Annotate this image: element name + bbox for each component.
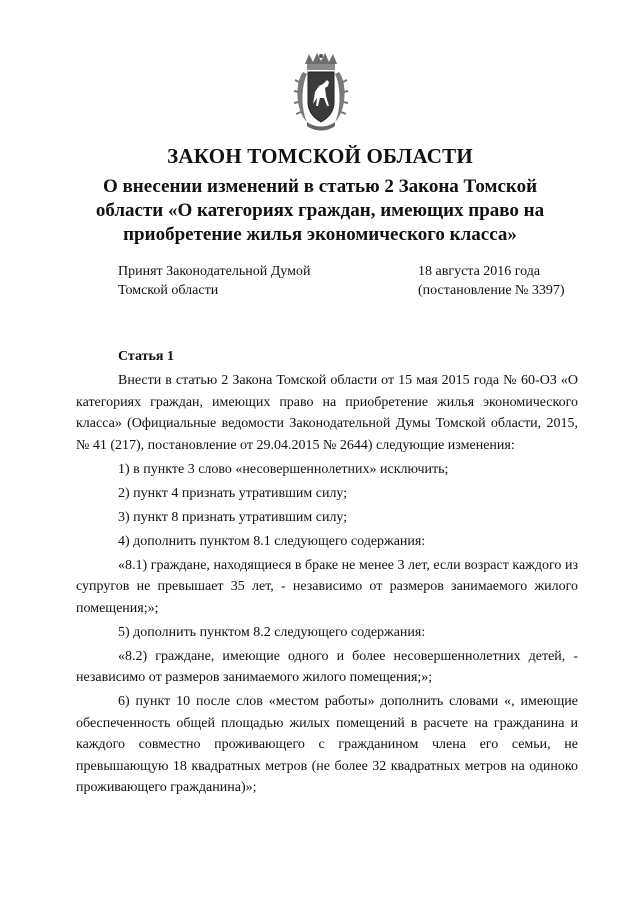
article-item: 6) пункт 10 после слов «местом работы» дополнить словами «, имеющие обеспеченность общей площадью жилых помещений в расчете на гражданина и каждого совместно проживающего с гражданином члена его семьи, не превышающую 18 квадратных метров (не более 32 квадратных метров на одиноко проживающего гражданина)»;: [76, 694, 578, 795]
article-item: 5) дополнить пунктом 8.2 следующего содержания:: [118, 624, 426, 640]
law-subtitle: [60, 175, 580, 247]
article-title: Статья 1: [118, 349, 174, 364]
article-paragraph: Внести в статью 2 Закона Томской области от 15 мая 2015 года № 60-ОЗ «О категориях граждан, имеющих право на приобретение жилья экономического класса» (Официальные ведомости Законодательной Думы Томской области, 2015, № 41 (217), постановление от 29.04.2015 № 2644) следующие изменения:: [76, 373, 578, 453]
article-item: «8.1) граждане, находящиеся в браке не менее 3 лет, если возраст каждого из супругов не превышает 35 лет, - независимо от размеров занимаемого жилого помещения;»;: [76, 557, 578, 616]
adoption-date: [418, 262, 565, 300]
article-item: 1) в пункте 3 слово «несовершеннолетних» исключить;: [118, 461, 449, 477]
article-item: 4) дополнить пунктом 8.1 следующего содержания:: [118, 533, 426, 549]
subtitle-line: области «О категориях граждан, имеющих право на: [95, 200, 545, 221]
article-item: «8.2) граждане, имеющие одного и более несовершеннолетних детей, - независимо от размеров занимаемого жилого помещения;»;: [76, 648, 578, 685]
adoption-date-line: 18 августа 2016 года: [418, 264, 541, 279]
adoption-body-line: Томской области: [118, 283, 219, 298]
adoption-resolution-line: (постановление № 3397): [418, 283, 565, 298]
tomsk-region-coat-of-arms-icon: [293, 52, 349, 132]
article-body: [76, 370, 578, 799]
article-item: 3) пункт 8 признать утратившим силу;: [118, 509, 348, 525]
subtitle-line: приобретение жилья экономического класса»: [123, 224, 517, 245]
law-title: ЗАКОН ТОМСКОЙ ОБЛАСТИ: [167, 144, 473, 168]
adoption-body-line: Принят Законодательной Думой: [118, 264, 311, 279]
subtitle-line: О внесении изменений в статью 2 Закона Томской: [102, 176, 538, 197]
article-item: 2) пункт 4 признать утратившим силу;: [118, 485, 348, 501]
adoption-body: [118, 262, 310, 300]
